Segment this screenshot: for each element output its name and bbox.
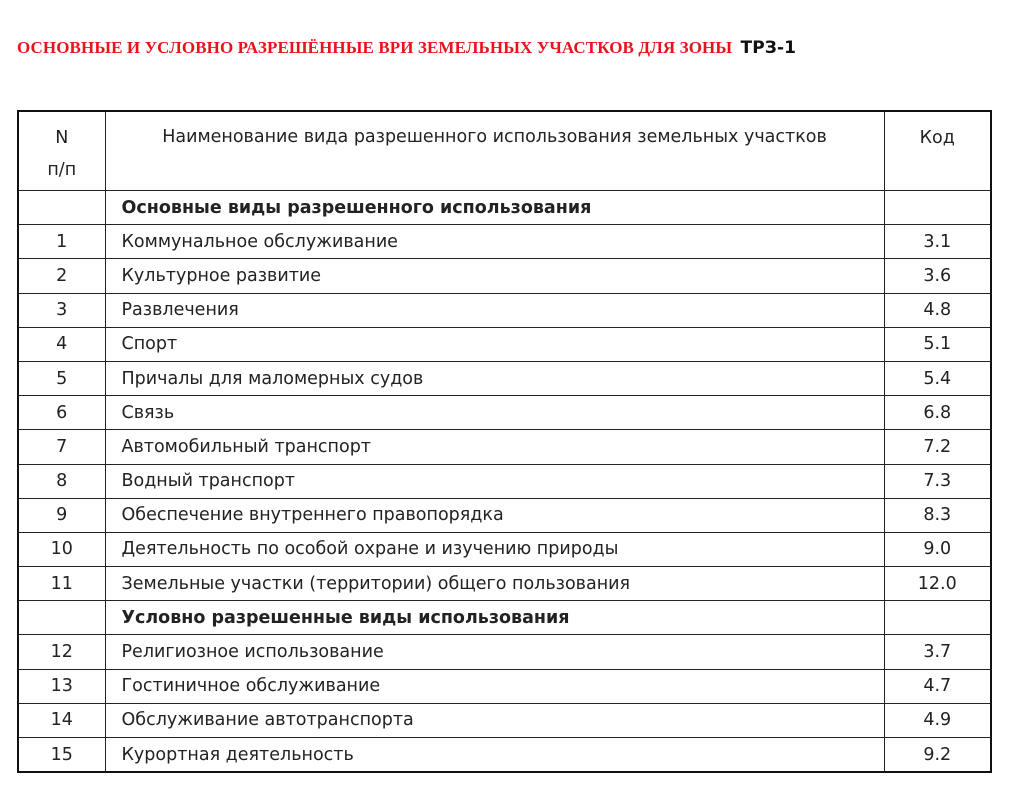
row-name: Водный транспорт: [105, 464, 884, 498]
table-row: [18, 293, 991, 327]
row-number: 3: [18, 293, 105, 327]
row-code: 5.1: [884, 327, 991, 361]
row-name: Обеспечение внутреннего правопорядка: [105, 498, 884, 532]
row-code: 5.4: [884, 361, 991, 395]
row-name: Автомобильный транспорт: [105, 430, 884, 464]
row-code: 3.6: [884, 259, 991, 293]
table-row: [18, 532, 991, 566]
row-name: Развлечения: [105, 293, 884, 327]
row-number: 7: [18, 430, 105, 464]
row-number: 14: [18, 703, 105, 737]
row-name: Культурное развитие: [105, 259, 884, 293]
row-name: Земельные участки (территории) общего пользования: [105, 567, 884, 601]
row-code: 8.3: [884, 498, 991, 532]
row-number: 4: [18, 327, 105, 361]
section-code-cell: [884, 191, 991, 225]
table-row: [18, 396, 991, 430]
row-name: Связь: [105, 396, 884, 430]
header-name: Наименование вида разрешенного использования земельных участков: [105, 111, 884, 191]
document-title: [17, 38, 1002, 58]
row-code: 6.8: [884, 396, 991, 430]
row-name: Спорт: [105, 327, 884, 361]
row-number: 12: [18, 635, 105, 669]
row-name: Причалы для маломерных судов: [105, 361, 884, 395]
zone-code: ТРЗ-1: [740, 38, 797, 58]
row-code: 3.7: [884, 635, 991, 669]
row-number: 10: [18, 532, 105, 566]
table-row: [18, 464, 991, 498]
row-code: 4.7: [884, 669, 991, 703]
row-code: 4.9: [884, 703, 991, 737]
table-row: [18, 635, 991, 669]
header-code: Код: [884, 111, 991, 191]
row-number: 1: [18, 225, 105, 259]
section-code-cell: [884, 601, 991, 635]
row-name: Деятельность по особой охране и изучению природы: [105, 532, 884, 566]
header-number-line1: N: [55, 128, 69, 148]
section-label: Основные виды разрешенного использования: [105, 191, 884, 225]
section-number-cell: [18, 601, 105, 635]
table-row: [18, 430, 991, 464]
table-row: [18, 327, 991, 361]
table-row: [18, 498, 991, 532]
row-name: Религиозное использование: [105, 635, 884, 669]
table-row: [18, 361, 991, 395]
section-label: Условно разрешенные виды использования: [105, 601, 884, 635]
row-code: 7.3: [884, 464, 991, 498]
section-header-row: [18, 601, 991, 635]
header-number-line2: п/п: [47, 160, 77, 180]
row-name: Обслуживание автотранспорта: [105, 703, 884, 737]
header-number: [18, 111, 105, 191]
row-code: 4.8: [884, 293, 991, 327]
table-row: [18, 567, 991, 601]
row-name: Гостиничное обслуживание: [105, 669, 884, 703]
row-number: 15: [18, 738, 105, 773]
row-number: 5: [18, 361, 105, 395]
row-code: 9.2: [884, 738, 991, 773]
row-number: 11: [18, 567, 105, 601]
section-header-row: [18, 191, 991, 225]
row-number: 9: [18, 498, 105, 532]
table-row: [18, 669, 991, 703]
table-row: [18, 225, 991, 259]
table-row: [18, 738, 991, 773]
row-number: 13: [18, 669, 105, 703]
table-row: [18, 703, 991, 737]
row-name: Курортная деятельность: [105, 738, 884, 773]
row-code: 9.0: [884, 532, 991, 566]
row-code: 7.2: [884, 430, 991, 464]
title-text: ОСНОВНЫЕ И УСЛОВНО РАЗРЕШЁННЫЕ ВРИ ЗЕМЕЛЬНЫХ УЧАСТКОВ ДЛЯ ЗОНЫ: [17, 38, 733, 57]
table-row: [18, 259, 991, 293]
row-code: 12.0: [884, 567, 991, 601]
row-name: Коммунальное обслуживание: [105, 225, 884, 259]
row-number: 2: [18, 259, 105, 293]
table-header-row: [18, 111, 991, 191]
row-number: 6: [18, 396, 105, 430]
land-use-table: [17, 110, 992, 773]
row-code: 3.1: [884, 225, 991, 259]
section-number-cell: [18, 191, 105, 225]
row-number: 8: [18, 464, 105, 498]
